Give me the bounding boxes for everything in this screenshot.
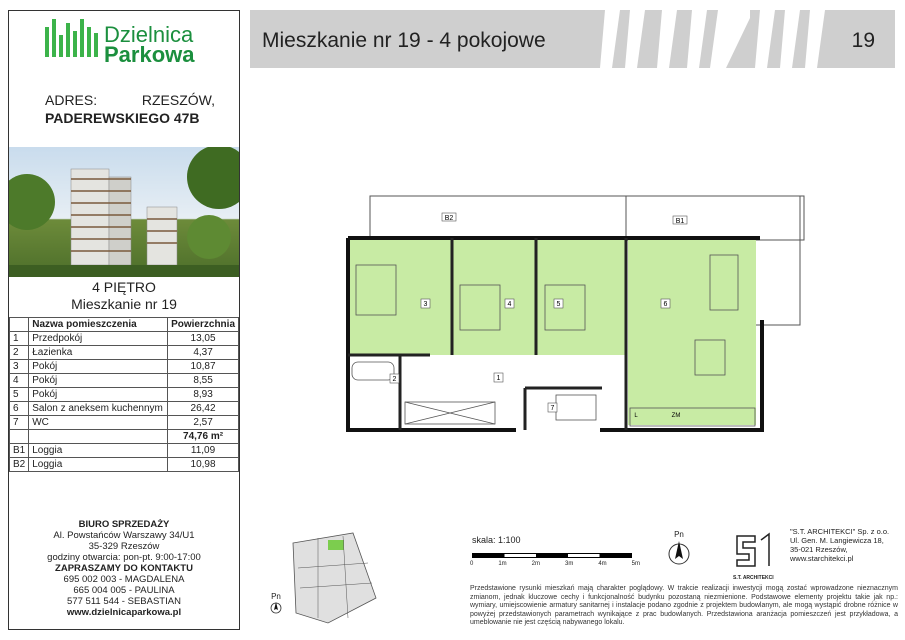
- info-panel: [8, 10, 240, 630]
- rooms-table: [9, 317, 239, 472]
- row-name: WC: [29, 416, 168, 430]
- row-area: 8,55: [168, 374, 239, 388]
- scale-tick: 0: [470, 561, 474, 567]
- total-row: [10, 430, 239, 444]
- floor-level: 4 PIĘTRO: [92, 279, 156, 295]
- row-area: 10,87: [168, 360, 239, 374]
- label-room-1: 1: [496, 375, 501, 382]
- sales-title: BIURO SPRZEDAŻY: [78, 519, 170, 530]
- row-name: Pokój: [29, 360, 168, 374]
- col-name: Nazwa pomieszczenia: [29, 318, 168, 332]
- architect-name: "S.T. ARCHITEKCI" Sp. z o.o.: [790, 527, 890, 536]
- phone-2: 665 004 005 - PAULINA: [73, 585, 175, 596]
- architect-website[interactable]: www.starchitekci.pl: [790, 554, 854, 563]
- disclaimer: Przedstawione rysunki mieszkań mają charakter poglądowy. W trakcie realizacji inwestycji mogą zostać wprowadzone nieznacznym zmianom, jednak kluczowe cechy i funkcjonalność budynku pozostaną niezmienione. Podstawowe elementy projektu takie jak np.: wymiary, umiejscowienie armatury sanitarnej i instalacje podano zgodnie z projektem budowlanym, ale mogą wystąpić drobne różnice w powyżej przedstawionych parametrach wynikające z prac budowlanych. Przedstawiona aranżacja pomieszczeń jest przykładowa, a umeblowanie nie jest częścią nabywanego lokalu.: [470, 585, 898, 627]
- address: [45, 91, 215, 127]
- label-zm: ZM: [671, 413, 681, 419]
- architect-info: [790, 527, 889, 563]
- row-no: 1: [10, 332, 29, 346]
- scale-bar: [472, 553, 632, 558]
- floor-plan: [330, 180, 830, 440]
- row-name: Pokój: [29, 374, 168, 388]
- scale-label: skala: 1:100: [472, 535, 521, 545]
- address-label: ADRES:: [45, 92, 98, 108]
- scale-tick: 5m: [631, 561, 640, 567]
- sales-office: [9, 519, 239, 618]
- architect-logo-text: S.T. ARCHITEKCI: [733, 575, 774, 581]
- row-name: Salon z aneksem kuchennym: [29, 402, 168, 416]
- row-no: 5: [10, 388, 29, 402]
- row-name: Loggia: [29, 458, 168, 472]
- north-label: Pn: [674, 530, 684, 539]
- row-area: 10,98: [168, 458, 239, 472]
- row-no: 7: [10, 416, 29, 430]
- label-room-4: 4: [507, 301, 512, 308]
- table-row: [10, 374, 239, 388]
- apartment-number: Mieszkanie nr 19: [71, 296, 177, 312]
- total-area: 74,76 m²: [168, 430, 239, 444]
- row-no: B1: [10, 444, 29, 458]
- label-l: L: [634, 413, 638, 419]
- table-row: [10, 360, 239, 374]
- row-area: 13,05: [168, 332, 239, 346]
- decorative-stripes-icon: [600, 10, 825, 68]
- label-room-2: 2: [392, 376, 397, 383]
- apartment-badge: 19: [851, 29, 875, 52]
- table-row: [10, 444, 239, 458]
- architect-city: 35-021 Rzeszów,: [790, 545, 848, 554]
- table-row: [10, 402, 239, 416]
- col-area: Powierzchnia: [168, 318, 239, 332]
- row-area: 11,09: [168, 444, 239, 458]
- label-room-5: 5: [556, 301, 561, 308]
- brand-logo-icon: [45, 19, 101, 57]
- row-no: 2: [10, 346, 29, 360]
- label-room-6: 6: [663, 301, 668, 308]
- sales-city: 35-329 Rzeszów: [88, 541, 160, 552]
- scale-ticks: [470, 561, 640, 567]
- row-area: 2,57: [168, 416, 239, 430]
- label-room-7: 7: [550, 405, 555, 412]
- label-b2: B2: [444, 215, 454, 222]
- north-arrow-icon: [664, 530, 694, 569]
- website-link[interactable]: www.dzielnicaparkowa.pl: [66, 607, 182, 618]
- row-name: Loggia: [29, 444, 168, 458]
- row-no: B2: [10, 458, 29, 472]
- table-row: [10, 346, 239, 360]
- address-street: PADEREWSKIEGO 47B: [45, 110, 200, 126]
- north-label-small: Pn: [271, 592, 281, 601]
- row-area: 26,42: [168, 402, 239, 416]
- floor-info: [9, 279, 239, 313]
- table-row: [10, 458, 239, 472]
- row-area: 4,37: [168, 346, 239, 360]
- scale-tick: 4m: [598, 561, 607, 567]
- row-no: 3: [10, 360, 29, 374]
- address-city: RZESZÓW,: [141, 92, 215, 108]
- architect-logo-icon: [733, 530, 783, 581]
- row-name: Łazienka: [29, 346, 168, 360]
- north-arrow-small-icon: [270, 592, 282, 617]
- brand-line2: Parkowa: [104, 42, 195, 67]
- header-bar: [250, 10, 895, 68]
- row-no: 4: [10, 374, 29, 388]
- scale-tick: 1m: [498, 561, 507, 567]
- sales-street: Al. Powstańców Warszawy 34/U1: [53, 530, 195, 541]
- architect-street: Ul. Gen. M. Langiewicza 18,: [790, 536, 884, 545]
- row-area: 8,93: [168, 388, 239, 402]
- brand-line1: Dzielnica: [104, 22, 194, 47]
- scale-tick: 2m: [531, 561, 540, 567]
- brand-name: [104, 22, 195, 67]
- contact-title: ZAPRASZAMY DO KONTAKTU: [55, 563, 193, 574]
- label-room-3: 3: [423, 301, 428, 308]
- page-title: Mieszkanie nr 19 - 4 pokojowe: [262, 29, 546, 52]
- scale-tick: 3m: [564, 561, 574, 567]
- phone-3: 577 511 544 - SEBASTIAN: [67, 596, 181, 607]
- row-name: Pokój: [29, 388, 168, 402]
- row-no: 6: [10, 402, 29, 416]
- row-name: Przedpokój: [29, 332, 168, 346]
- table-row: [10, 388, 239, 402]
- building-photo: [9, 147, 239, 277]
- table-row: [10, 416, 239, 430]
- label-b1: B1: [675, 218, 685, 225]
- sales-hours: godziny otwarcia: pon-pt. 9:00-17:00: [47, 552, 201, 563]
- table-row: [10, 332, 239, 346]
- site-plan-thumbnail: [288, 528, 378, 628]
- phone-1: 695 002 003 - MAGDALENA: [63, 574, 185, 585]
